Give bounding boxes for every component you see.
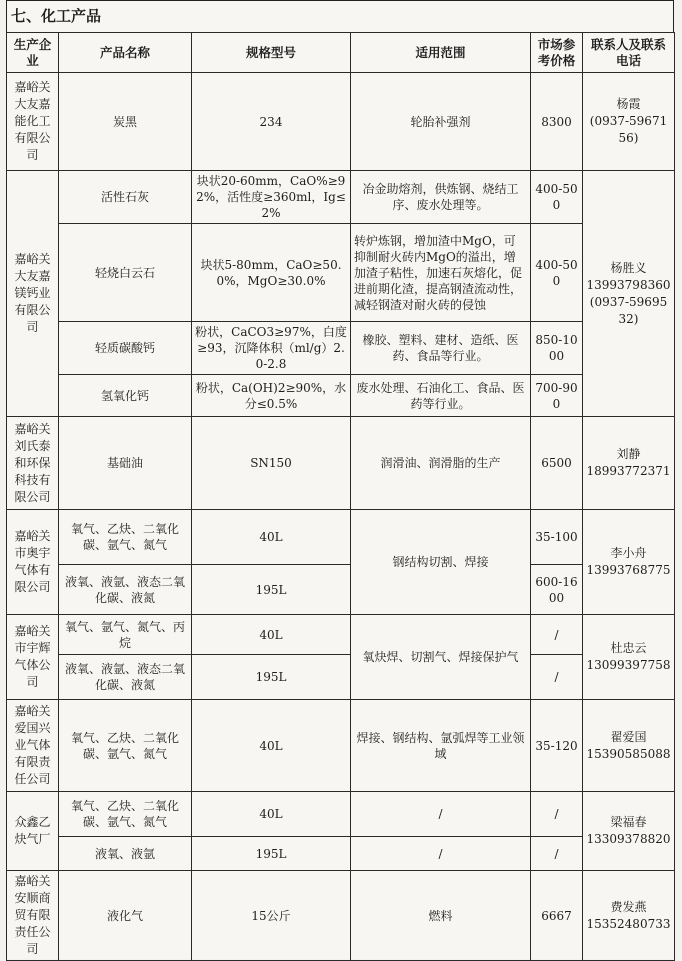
usage-cell: 钢结构切割、焊接 bbox=[351, 510, 531, 615]
contact-cell bbox=[583, 792, 675, 871]
usage-cell: 焊接、钢结构、氩弧焊等工业领域 bbox=[351, 700, 531, 792]
table-row bbox=[7, 375, 675, 417]
product-cell: 氧气、乙炔、二氧化碳、氩气、氮气 bbox=[59, 700, 192, 792]
product-cell: 基础油 bbox=[59, 417, 192, 510]
spec-cell: 粉状，CaCO3≥97%，白度≥93，沉降体积（ml/g）2.0-2.8 bbox=[192, 322, 351, 375]
product-cell: 氢氧化钙 bbox=[59, 375, 192, 417]
enterprise-cell: 嘉峪关刘氏泰和环保科技有限公司 bbox=[7, 417, 59, 510]
product-cell: 轻烧白云石 bbox=[59, 224, 192, 322]
product-cell: 活性石灰 bbox=[59, 171, 192, 224]
price-cell: 400-500 bbox=[531, 224, 583, 322]
contact-cell bbox=[583, 615, 675, 700]
usage-cell: 润滑油、润滑脂的生产 bbox=[351, 417, 531, 510]
price-cell: 600-1600 bbox=[531, 565, 583, 615]
usage-cell: 轮胎补强剂 bbox=[351, 73, 531, 171]
section-title: 七、化工产品 bbox=[6, 0, 674, 32]
product-cell: 氧气、乙炔、二氧化碳、氩气、氮气 bbox=[59, 510, 192, 565]
header-price: 市场参考价格 bbox=[531, 33, 583, 73]
usage-cell: / bbox=[351, 792, 531, 837]
contact-cell bbox=[583, 171, 675, 417]
contact-phone: 18993772371 bbox=[586, 464, 671, 478]
table-row bbox=[7, 224, 675, 322]
usage-cell: 废水处理、石油化工、食品、医药等行业。 bbox=[351, 375, 531, 417]
product-cell: 液氧、液氩、液态二氧化碳、液氮 bbox=[59, 655, 192, 700]
product-cell: 轻质碳酸钙 bbox=[59, 322, 192, 375]
spec-cell: 234 bbox=[192, 73, 351, 171]
price-cell: 850-1000 bbox=[531, 322, 583, 375]
spec-cell: 40L bbox=[192, 700, 351, 792]
table-row bbox=[7, 655, 675, 700]
price-cell: / bbox=[531, 615, 583, 655]
spec-cell: 40L bbox=[192, 510, 351, 565]
enterprise-cell: 嘉峪关市宇辉气体公司 bbox=[7, 615, 59, 700]
contact-cell bbox=[583, 871, 675, 961]
spec-cell: 块状20-60mm，CaO%≥92%，活性度≥360ml，Ig≤2% bbox=[192, 171, 351, 224]
contact-phone-2: (0937-5969532) bbox=[589, 294, 668, 326]
contact-phone: 13993798360 bbox=[586, 277, 671, 292]
enterprise-cell: 众鑫乙炔气厂 bbox=[7, 792, 59, 871]
usage-cell: 氧炔焊、切割气、焊接保护气 bbox=[351, 615, 531, 700]
enterprise-cell: 嘉峪关市奥宇气体有限公司 bbox=[7, 510, 59, 615]
spec-cell: 40L bbox=[192, 792, 351, 837]
spec-cell: 块状5-80mm，CaO≥50.0%，MgO≥30.0% bbox=[192, 224, 351, 322]
document-page bbox=[6, 0, 674, 959]
product-cell: 氧气、乙炔、二氧化碳、氩气、氮气 bbox=[59, 792, 192, 837]
contact-name: 杨霞 bbox=[616, 97, 641, 111]
spec-cell: SN150 bbox=[192, 417, 351, 510]
price-cell: 6500 bbox=[531, 417, 583, 510]
contact-name: 杜忠云 bbox=[610, 641, 647, 655]
contact-name: 翟爱国 bbox=[610, 729, 647, 744]
contact-cell bbox=[583, 700, 675, 792]
table-row bbox=[7, 615, 675, 655]
enterprise-cell: 嘉峪关大友嘉镁钙业有限公司 bbox=[7, 171, 59, 417]
table-row bbox=[7, 792, 675, 837]
product-cell: 液氧、液氩、液态二氧化碳、液氮 bbox=[59, 565, 192, 615]
product-cell: 液化气 bbox=[59, 871, 192, 961]
header-usage: 适用范围 bbox=[351, 33, 531, 73]
contact-cell bbox=[583, 510, 675, 615]
table-row bbox=[7, 510, 675, 565]
price-cell: 6667 bbox=[531, 871, 583, 961]
contact-name: 刘静 bbox=[616, 447, 641, 461]
enterprise-cell: 嘉峪关爱国兴业气体有限责任公司 bbox=[7, 700, 59, 792]
usage-cell: 橡胶、塑料、建材、造纸、医药、食品等行业。 bbox=[351, 322, 531, 375]
price-cell: / bbox=[531, 837, 583, 871]
spec-cell: 15公斤 bbox=[192, 871, 351, 961]
product-cell: 液氧、液氩 bbox=[59, 837, 192, 871]
header-enterprise: 生产企业 bbox=[7, 33, 59, 73]
header-contact: 联系人及联系电话 bbox=[583, 33, 675, 73]
contact-phone: 15390585088 bbox=[586, 746, 671, 761]
contact-name: 李小舟 bbox=[610, 546, 647, 560]
contact-phone: 13993768775 bbox=[586, 563, 671, 577]
price-cell: 400-500 bbox=[531, 171, 583, 224]
price-cell: 35-100 bbox=[531, 510, 583, 565]
contact-name: 费发燕 bbox=[610, 899, 647, 914]
enterprise-cell: 嘉峪关大友嘉能化工有限公司 bbox=[7, 73, 59, 171]
header-product: 产品名称 bbox=[59, 33, 192, 73]
contact-phone: (0937-5967156) bbox=[589, 114, 668, 145]
price-cell: / bbox=[531, 792, 583, 837]
header-spec: 规格型号 bbox=[192, 33, 351, 73]
table-row bbox=[7, 837, 675, 871]
price-cell: 35-120 bbox=[531, 700, 583, 792]
price-cell: 8300 bbox=[531, 73, 583, 171]
spec-cell: 195L bbox=[192, 655, 351, 700]
table-row bbox=[7, 417, 675, 510]
table-row bbox=[7, 871, 675, 961]
contact-name: 梁福春 bbox=[610, 815, 647, 829]
contact-cell bbox=[583, 417, 675, 510]
contact-phone: 15352480733 bbox=[586, 916, 671, 931]
table-row bbox=[7, 73, 675, 171]
contact-phone: 13099397758 bbox=[586, 658, 671, 672]
spec-cell: 粉状，Ca(OH)2≥90%，水分≤0.5% bbox=[192, 375, 351, 417]
header-row bbox=[7, 33, 675, 73]
price-cell: / bbox=[531, 655, 583, 700]
product-cell: 炭黑 bbox=[59, 73, 192, 171]
chemical-products-table bbox=[6, 32, 675, 961]
contact-name: 杨胜义 bbox=[610, 260, 647, 275]
product-cell: 氧气、氩气、氮气、丙烷 bbox=[59, 615, 192, 655]
usage-cell: 冶金助熔剂，供炼钢、烧结工序、废水处理等。 bbox=[351, 171, 531, 224]
price-cell: 700-900 bbox=[531, 375, 583, 417]
usage-cell: 转炉炼钢，增加渣中MgO，可抑制耐火砖内MgO的溢出，增加渣子粘性，加速石灰熔化，促进前期化渣，提高钢渣流动性，减轻钢渣对耐火砖的侵蚀 bbox=[351, 224, 531, 322]
table-row bbox=[7, 171, 675, 224]
usage-cell: 燃料 bbox=[351, 871, 531, 961]
table-row bbox=[7, 322, 675, 375]
table-row bbox=[7, 700, 675, 792]
contact-phone: 13309378820 bbox=[586, 832, 671, 846]
contact-cell bbox=[583, 73, 675, 171]
enterprise-cell: 嘉峪关安顺商贸有限责任公司 bbox=[7, 871, 59, 961]
spec-cell: 195L bbox=[192, 837, 351, 871]
spec-cell: 195L bbox=[192, 565, 351, 615]
spec-cell: 40L bbox=[192, 615, 351, 655]
usage-cell: / bbox=[351, 837, 531, 871]
table-row bbox=[7, 565, 675, 615]
